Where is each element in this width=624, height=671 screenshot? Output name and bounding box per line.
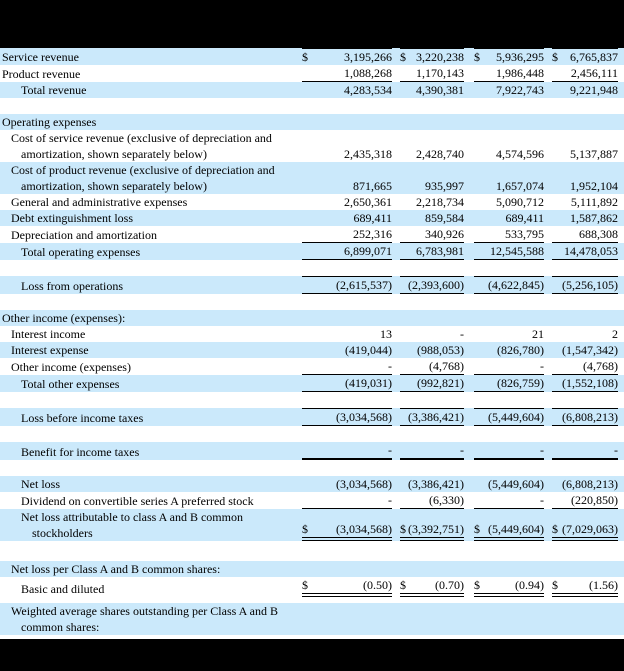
cell-value: (1,547,342) (562, 343, 618, 357)
cell-value: 3,195,266 (344, 50, 392, 64)
numeric-cell (552, 577, 618, 597)
dollar-sign: $ (474, 50, 480, 64)
numeric-cell (552, 162, 618, 194)
numeric-cell (474, 276, 544, 294)
bottom-black-bar (0, 639, 624, 671)
cell-value: 1,088,268 (344, 66, 392, 80)
dollar-sign: $ (302, 522, 308, 536)
numeric-cell (474, 326, 544, 342)
numeric-cell (400, 162, 464, 194)
numeric-cell (302, 162, 392, 194)
cell-value: (0.94) (515, 578, 544, 592)
cell-value: 871,665 (353, 179, 392, 193)
row-label: Operating expenses (2, 115, 97, 129)
cell-value: (3,392,751) (408, 522, 464, 536)
numeric-cell (552, 358, 618, 375)
dollar-sign: $ (400, 578, 406, 592)
row-spacer (0, 392, 624, 408)
table-row (0, 375, 624, 392)
numeric-cell (400, 342, 464, 358)
row-label: Loss before income taxes (21, 411, 144, 425)
table-row (0, 442, 624, 460)
cell-value: - (460, 443, 464, 457)
numeric-cell (552, 342, 618, 358)
numeric-cell (552, 48, 618, 65)
row-label: Weighted average shares outstanding per Class A and B common shares: (11, 604, 278, 634)
numeric-cell (400, 408, 464, 426)
numeric-cell (474, 577, 544, 597)
numeric-cell (552, 442, 618, 460)
dollar-sign: $ (400, 522, 406, 536)
table-row (0, 194, 624, 210)
row-label: Total revenue (21, 83, 87, 97)
numeric-cell (400, 48, 464, 65)
numeric-cell (474, 48, 544, 65)
table-row (0, 130, 624, 162)
table-row (0, 326, 624, 342)
cell-value: 12,545,588 (490, 244, 544, 258)
numeric-cell (400, 476, 464, 492)
numeric-cell (474, 342, 544, 358)
table-row (0, 114, 624, 130)
row-label: Cost of service revenue (exclusive of depreciation and amortization, shown separately below) (11, 131, 272, 161)
numeric-cell (474, 130, 544, 162)
row-spacer (0, 260, 624, 276)
cell-value: 6,899,071 (344, 244, 392, 258)
cell-value: 1,657,074 (496, 179, 544, 193)
row-label: Interest income (11, 327, 86, 341)
numeric-cell (552, 210, 618, 226)
cell-value: 2,456,111 (570, 66, 618, 80)
dollar-sign: $ (302, 578, 308, 592)
numeric-cell (474, 375, 544, 392)
cell-value: (3,386,421) (408, 410, 464, 424)
numeric-cell (302, 130, 392, 162)
cell-value: (1.56) (589, 578, 618, 592)
table-row (0, 210, 624, 226)
cell-value: 252,316 (353, 227, 392, 241)
numeric-cell (474, 509, 544, 541)
numeric-cell (474, 476, 544, 492)
numeric-cell (400, 226, 464, 243)
dollar-sign: $ (302, 50, 308, 64)
cell-value: 1,170,143 (416, 66, 464, 80)
numeric-cell (552, 375, 618, 392)
cell-value: - (388, 359, 392, 373)
cell-value: (826,759) (497, 376, 544, 390)
row-label: Total operating expenses (21, 245, 141, 259)
numeric-cell (474, 82, 544, 98)
numeric-cell (302, 243, 392, 260)
cell-value: (5,256,105) (562, 278, 618, 292)
numeric-cell (400, 509, 464, 541)
table-row (0, 226, 624, 243)
numeric-cell (474, 162, 544, 194)
cell-value: - (540, 359, 544, 373)
table-row (0, 603, 624, 635)
dollar-sign: $ (474, 578, 480, 592)
cell-value: 7,922,743 (496, 83, 544, 97)
numeric-cell (552, 492, 618, 509)
table-row (0, 342, 624, 358)
cell-value: (7,029,063) (562, 522, 618, 536)
cell-value: (2,615,537) (336, 278, 392, 292)
numeric-cell (474, 408, 544, 426)
cell-value: (826,780) (497, 343, 544, 357)
dollar-sign: $ (552, 578, 558, 592)
cell-value: (6,808,213) (562, 410, 618, 424)
numeric-cell (552, 476, 618, 492)
numeric-cell (400, 326, 464, 342)
cell-value: (1,552,108) (562, 376, 618, 390)
row-label: Interest expense (11, 343, 89, 357)
cell-value: (220,850) (571, 493, 618, 507)
row-label: Benefit for income taxes (21, 445, 140, 459)
cell-value: (0.70) (435, 578, 464, 592)
row-label: General and administrative expenses (11, 195, 188, 209)
table-row (0, 243, 624, 260)
numeric-cell (474, 358, 544, 375)
row-spacer (0, 541, 624, 561)
cell-value: 4,390,381 (416, 83, 464, 97)
cell-value: (4,622,845) (488, 278, 544, 292)
cell-value: 340,926 (425, 227, 464, 241)
numeric-cell (302, 577, 392, 597)
income-statement-table (0, 48, 624, 655)
row-spacer (0, 460, 624, 476)
numeric-cell (302, 476, 392, 492)
table-row (0, 65, 624, 82)
row-label: Dividend on convertible series A preferred stock (21, 494, 254, 508)
row-label: Depreciation and amortization (11, 228, 157, 242)
numeric-cell (400, 276, 464, 294)
cell-value: 935,997 (425, 179, 464, 193)
cell-value: - (540, 493, 544, 507)
row-label: Loss from operations (21, 279, 123, 293)
cell-value: (3,034,568) (336, 410, 392, 424)
cell-value: (419,031) (345, 376, 392, 390)
numeric-cell (302, 194, 392, 210)
cell-value: (3,034,568) (336, 477, 392, 491)
top-black-bar (0, 0, 624, 48)
cell-value: (4,768) (429, 359, 464, 373)
row-label: Basic and diluted (21, 582, 105, 596)
numeric-cell (302, 342, 392, 358)
cell-value: (3,386,421) (408, 477, 464, 491)
numeric-cell (302, 358, 392, 375)
row-label: Net loss per Class A and B common shares: (11, 562, 221, 576)
cell-value: (4,768) (583, 359, 618, 373)
row-label: Net loss (21, 477, 60, 491)
numeric-cell (302, 408, 392, 426)
cell-value: 859,584 (425, 211, 464, 225)
table-row (0, 358, 624, 375)
numeric-cell (302, 65, 392, 82)
row-spacer (0, 426, 624, 442)
numeric-cell (474, 194, 544, 210)
numeric-cell (474, 210, 544, 226)
row-label: Product revenue (2, 67, 81, 81)
numeric-cell (400, 243, 464, 260)
cell-value: 13 (380, 327, 392, 341)
numeric-cell (302, 509, 392, 541)
numeric-cell (302, 326, 392, 342)
cell-value: 688,308 (579, 227, 618, 241)
row-label: Other income (expenses) (11, 360, 131, 374)
cell-value: - (460, 327, 464, 341)
cell-value: 4,283,534 (344, 83, 392, 97)
cell-value: 533,795 (505, 227, 544, 241)
cell-value: 2,650,361 (344, 195, 392, 209)
cell-value: 2,218,734 (416, 195, 464, 209)
row-spacer (0, 294, 624, 310)
table-row (0, 408, 624, 426)
cell-value: - (540, 443, 544, 457)
numeric-cell (400, 130, 464, 162)
table-row (0, 492, 624, 509)
dollar-sign: $ (474, 522, 480, 536)
cell-value: (0.50) (363, 578, 392, 592)
cell-value: 4,574,596 (496, 147, 544, 161)
numeric-cell (400, 375, 464, 392)
row-spacer (0, 98, 624, 114)
numeric-cell (474, 243, 544, 260)
table-row (0, 162, 624, 194)
table-row (0, 48, 624, 65)
row-label: Total other expenses (21, 377, 120, 391)
cell-value: 2,435,318 (344, 147, 392, 161)
cell-value: (5,449,604) (488, 410, 544, 424)
cell-value: 2,428,740 (416, 147, 464, 161)
row-label: Other income (expenses): (2, 311, 126, 325)
cell-value: 21 (532, 327, 544, 341)
numeric-cell (400, 442, 464, 460)
table-row (0, 276, 624, 294)
cell-value: 5,936,295 (496, 50, 544, 64)
cell-value: (3,034,568) (336, 522, 392, 536)
numeric-cell (474, 492, 544, 509)
table-row (0, 577, 624, 597)
numeric-cell (302, 48, 392, 65)
numeric-cell (552, 194, 618, 210)
cell-value: (992,821) (417, 376, 464, 390)
cell-value: (6,330) (429, 493, 464, 507)
table-row (0, 82, 624, 98)
table-row (0, 561, 624, 577)
numeric-cell (474, 442, 544, 460)
numeric-cell (552, 408, 618, 426)
cell-value: (5,449,604) (488, 522, 544, 536)
row-label: Service revenue (2, 50, 79, 64)
numeric-cell (302, 226, 392, 243)
cell-value: (419,044) (345, 343, 392, 357)
cell-value: 9,221,948 (570, 83, 618, 97)
cell-value: 6,765,837 (570, 50, 618, 64)
numeric-cell (400, 194, 464, 210)
numeric-cell (552, 243, 618, 260)
cell-value: 689,411 (505, 211, 544, 225)
numeric-cell (400, 577, 464, 597)
table-row (0, 509, 624, 541)
numeric-cell (552, 65, 618, 82)
numeric-cell (400, 65, 464, 82)
cell-value: - (388, 493, 392, 507)
cell-value: 5,137,887 (570, 147, 618, 161)
cell-value: 14,478,053 (564, 244, 618, 258)
numeric-cell (474, 65, 544, 82)
cell-value: (2,393,600) (408, 278, 464, 292)
cell-value: (6,808,213) (562, 477, 618, 491)
cell-value: 689,411 (353, 211, 392, 225)
row-label: Debt extinguishment loss (11, 211, 133, 225)
cell-value: 1,986,448 (496, 66, 544, 80)
dollar-sign: $ (400, 50, 406, 64)
table-row (0, 310, 624, 326)
numeric-cell (302, 276, 392, 294)
cell-value: 3,220,238 (416, 50, 464, 64)
numeric-cell (552, 130, 618, 162)
dollar-sign: $ (552, 522, 558, 536)
dollar-sign: $ (552, 50, 558, 64)
numeric-cell (552, 509, 618, 541)
cell-value: - (388, 443, 392, 457)
numeric-cell (400, 492, 464, 509)
cell-value: (5,449,604) (488, 477, 544, 491)
numeric-cell (302, 442, 392, 460)
row-label: Net loss attributable to class A and B common stockholders (21, 510, 243, 540)
numeric-cell (552, 226, 618, 243)
numeric-cell (552, 276, 618, 294)
row-label: Cost of product revenue (exclusive of depreciation and amortization, shown separately below) (11, 163, 275, 193)
cell-value: (988,053) (417, 343, 464, 357)
numeric-cell (400, 358, 464, 375)
cell-value: 1,952,104 (570, 179, 618, 193)
numeric-cell (400, 210, 464, 226)
numeric-cell (400, 82, 464, 98)
cell-value: - (614, 443, 618, 457)
cell-value: 5,111,892 (570, 195, 618, 209)
numeric-cell (302, 210, 392, 226)
numeric-cell (302, 82, 392, 98)
cell-value: 1,587,862 (570, 211, 618, 225)
numeric-cell (552, 326, 618, 342)
numeric-cell (552, 82, 618, 98)
cell-value: 6,783,981 (416, 244, 464, 258)
numeric-cell (302, 375, 392, 392)
cell-value: 5,090,712 (496, 195, 544, 209)
numeric-cell (474, 226, 544, 243)
table-row (0, 476, 624, 492)
numeric-cell (302, 492, 392, 509)
cell-value: 2 (612, 327, 618, 341)
